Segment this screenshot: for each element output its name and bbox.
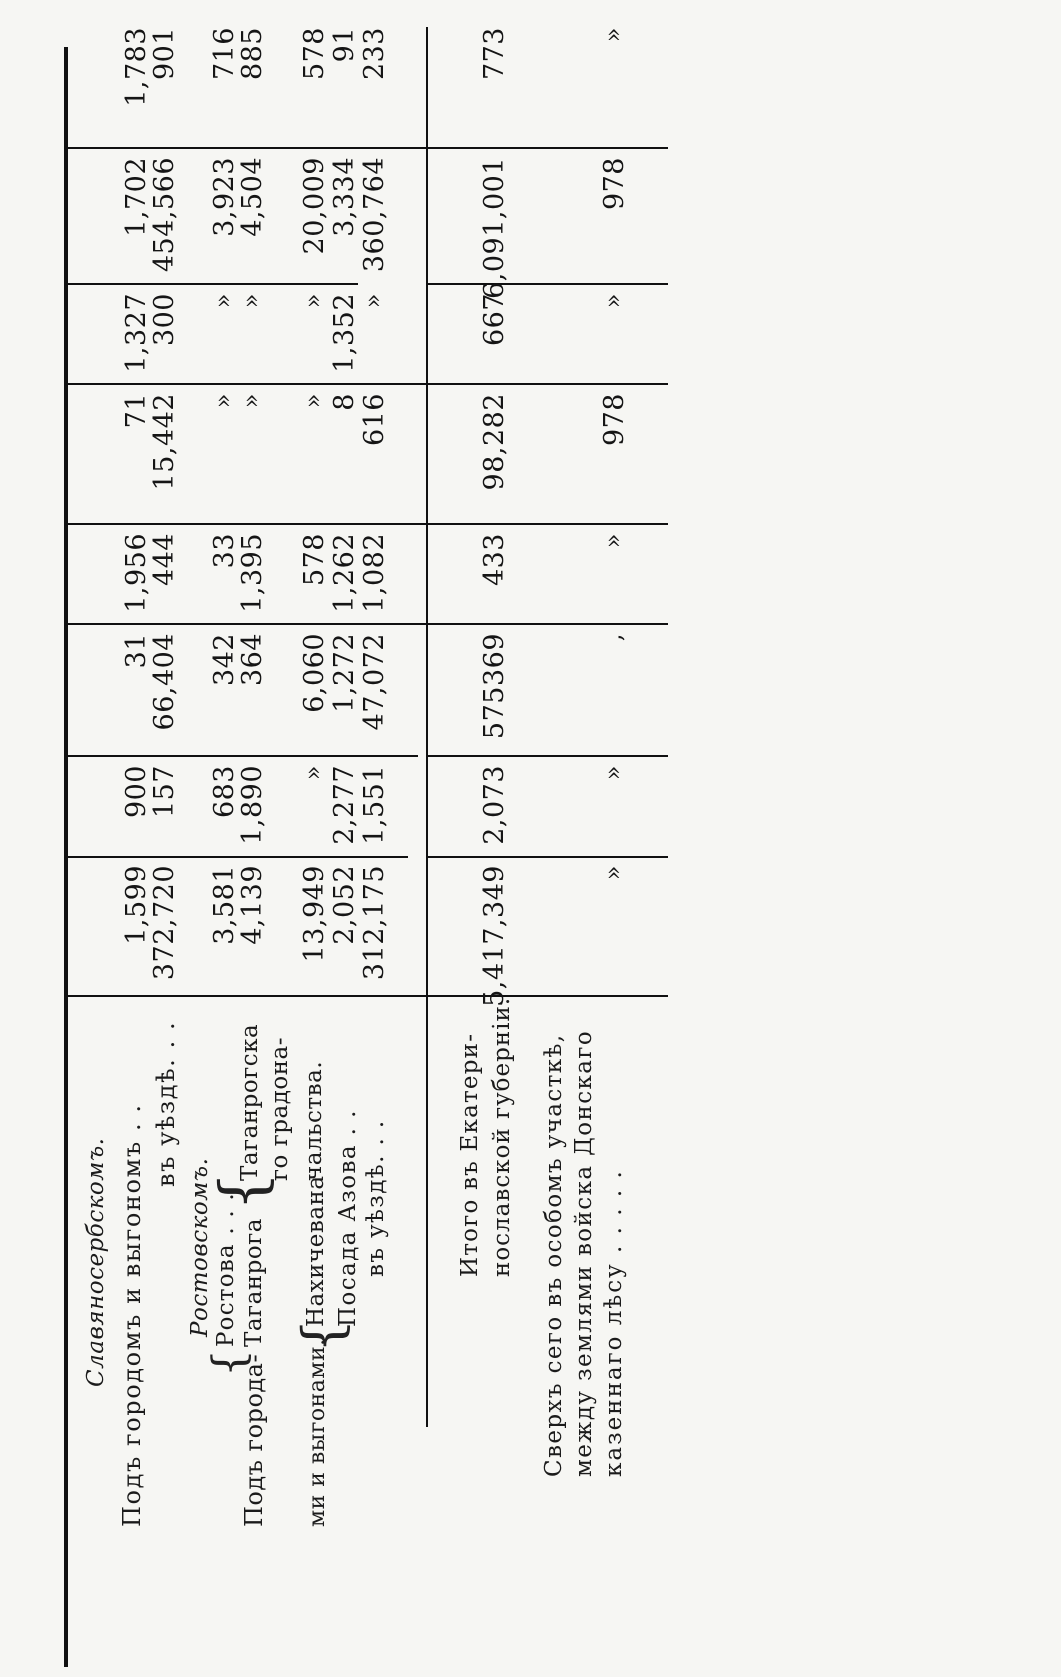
cell-r0-c1: 900 [121,765,152,819]
cell-r5-c3: 1,262 [329,533,360,613]
cell-r8-c7: » [599,27,627,43]
cell-r7-c0: 5,417,349 [479,865,510,1007]
cell-r6-c3: 1,082 [359,533,390,613]
cell-r5-c2: 1,272 [329,633,360,713]
label-itogo-1: Итого въ Екатери- [457,1032,483,1277]
cell-r4-c4: » [299,393,327,409]
cell-r4-c6: 20,009 [299,157,330,255]
label-sverkh-3: казеннаго лѣсу . . . . . [601,1169,627,1477]
cell-r2-c2: 342 [209,633,240,687]
cell-r1-c7: 901 [149,27,180,81]
label-taganr-2: го градона- [267,1036,293,1181]
cell-r4-c0: 13,949 [299,865,330,963]
col-rule-1b [428,856,668,858]
col-rule-4 [68,523,668,525]
col-rule-6 [68,283,358,285]
cell-r7-c6: 6,091,001 [479,157,510,299]
col-rule-1 [68,856,408,858]
label-pod-goroda: Подъ города- [240,1353,268,1527]
total-separator-rule [426,27,428,1427]
cell-r3-c6: 4,504 [237,157,268,237]
cell-r5-c5: 1,352 [329,293,360,373]
cell-r8-c2: , [599,633,627,642]
cell-r0-c6: 1,702 [121,157,152,237]
cell-r6-c7: 233 [359,27,390,81]
cell-r2-c7: 716 [209,27,240,81]
cell-r5-c0: 2,052 [329,865,360,945]
cell-r5-c4: 8 [329,393,360,411]
cell-r0-c5: 1,327 [121,293,152,373]
cell-r0-c0: 1,599 [121,865,152,945]
cell-r2-c3: 33 [209,533,240,569]
label-rostova: Ростова . . . [213,1192,239,1347]
cell-r1-c6: 454,566 [149,157,180,273]
col-rule-6b [428,283,668,285]
cell-r1-c4: 15,442 [149,393,180,491]
cell-r5-c1: 2,277 [329,765,360,845]
cell-r2-c5: » [209,293,237,309]
cell-r2-c4: » [209,393,237,409]
heading-slav: Славяносербскомъ. [83,1137,109,1387]
cell-r5-c7: 91 [329,27,360,63]
cell-r3-c7: 885 [237,27,268,81]
cell-r0-c7: 1,783 [121,27,152,107]
cell-r5-c6: 3,334 [329,157,360,237]
cell-r7-c5: 667 [479,293,510,347]
label-mi-vygonami: ми и выгонами. [305,1338,330,1527]
cell-r0-c2: 31 [121,633,152,669]
cell-r6-c5: » [359,293,387,309]
cell-r8-c0: » [599,865,627,881]
label-nakhichevana: Нахичевана [303,1175,329,1327]
cell-r3-c3: 1,395 [237,533,268,613]
col-rule-7 [68,147,668,149]
cell-r3-c2: 364 [237,633,268,687]
cell-r4-c3: 578 [299,533,330,587]
label-ros-uezd: въ уѣздѣ. . . [363,1119,389,1277]
cell-r1-c1: 157 [149,765,180,819]
cell-r8-c3: » [599,533,627,549]
cell-r4-c5: » [299,293,327,309]
cell-r0-c3: 1,956 [121,533,152,613]
label-taganr-3: чальства. [301,1060,327,1181]
cell-r7-c3: 433 [479,533,510,587]
cell-r1-c0: 372,720 [149,865,180,981]
cell-r8-c6: 978 [599,157,630,211]
cell-r2-c6: 3,923 [209,157,240,237]
cell-r6-c2: 47,072 [359,633,390,731]
cell-r6-c1: 1,551 [359,765,390,845]
cell-r4-c7: 578 [299,27,330,81]
cell-r2-c1: 683 [209,765,240,819]
cell-r0-c4: 71 [121,393,152,429]
heading-rost: Ростовскомъ. [187,1157,213,1337]
cell-r7-c4: 98,282 [479,393,510,491]
cell-r3-c5: » [237,293,265,309]
cell-r4-c2: 6,060 [299,633,330,713]
label-itogo-2: нославской губерніи. [489,996,515,1277]
cell-r6-c4: 616 [359,393,390,447]
label-slav-line1: Подъ городомъ и выгономъ . . [118,1103,146,1527]
cell-r6-c0: 312,175 [359,865,390,981]
label-taganr-1: Таганрогска [237,1023,263,1181]
label-sverkh-2: между землями войска Донскаго [571,1029,597,1477]
cell-r1-c2: 66,404 [149,633,180,731]
label-posad-azova: Посада Азова . . [335,1109,361,1327]
cell-r8-c5: » [599,293,627,309]
cell-r7-c2: 575369 [479,633,510,740]
label-sverkh-1: Сверхъ сего въ особомъ участкѣ, [541,1033,567,1477]
cell-r1-c3: 444 [149,533,180,587]
cell-r3-c4: » [237,393,265,409]
cell-r8-c1: » [599,765,627,781]
cell-r4-c1: » [299,765,327,781]
label-taganroga: Таганрога [241,1218,267,1347]
cell-r1-c5: 300 [149,293,180,347]
cell-r2-c0: 3,581 [209,865,240,945]
cell-r7-c7: 773 [479,27,510,81]
cell-r3-c1: 1,890 [237,765,268,845]
cell-r6-c6: 360,764 [359,157,390,273]
brace-nakh-posad: { [291,1318,354,1353]
col-rule-5 [68,383,668,385]
cell-r3-c0: 4,139 [237,865,268,945]
col-rule-3 [68,623,668,625]
cell-r8-c4: 978 [599,393,630,447]
col-rule-0 [68,995,668,997]
label-slav-line2: въ уѣздѣ. . . [152,1020,180,1187]
brace-taganrog-gradon: { [206,1171,279,1211]
cell-r7-c1: 2,073 [479,765,510,845]
col-rule-2 [68,755,418,757]
col-rule-2b [428,755,668,757]
brace-rostova-taganroga: { [204,1349,255,1377]
